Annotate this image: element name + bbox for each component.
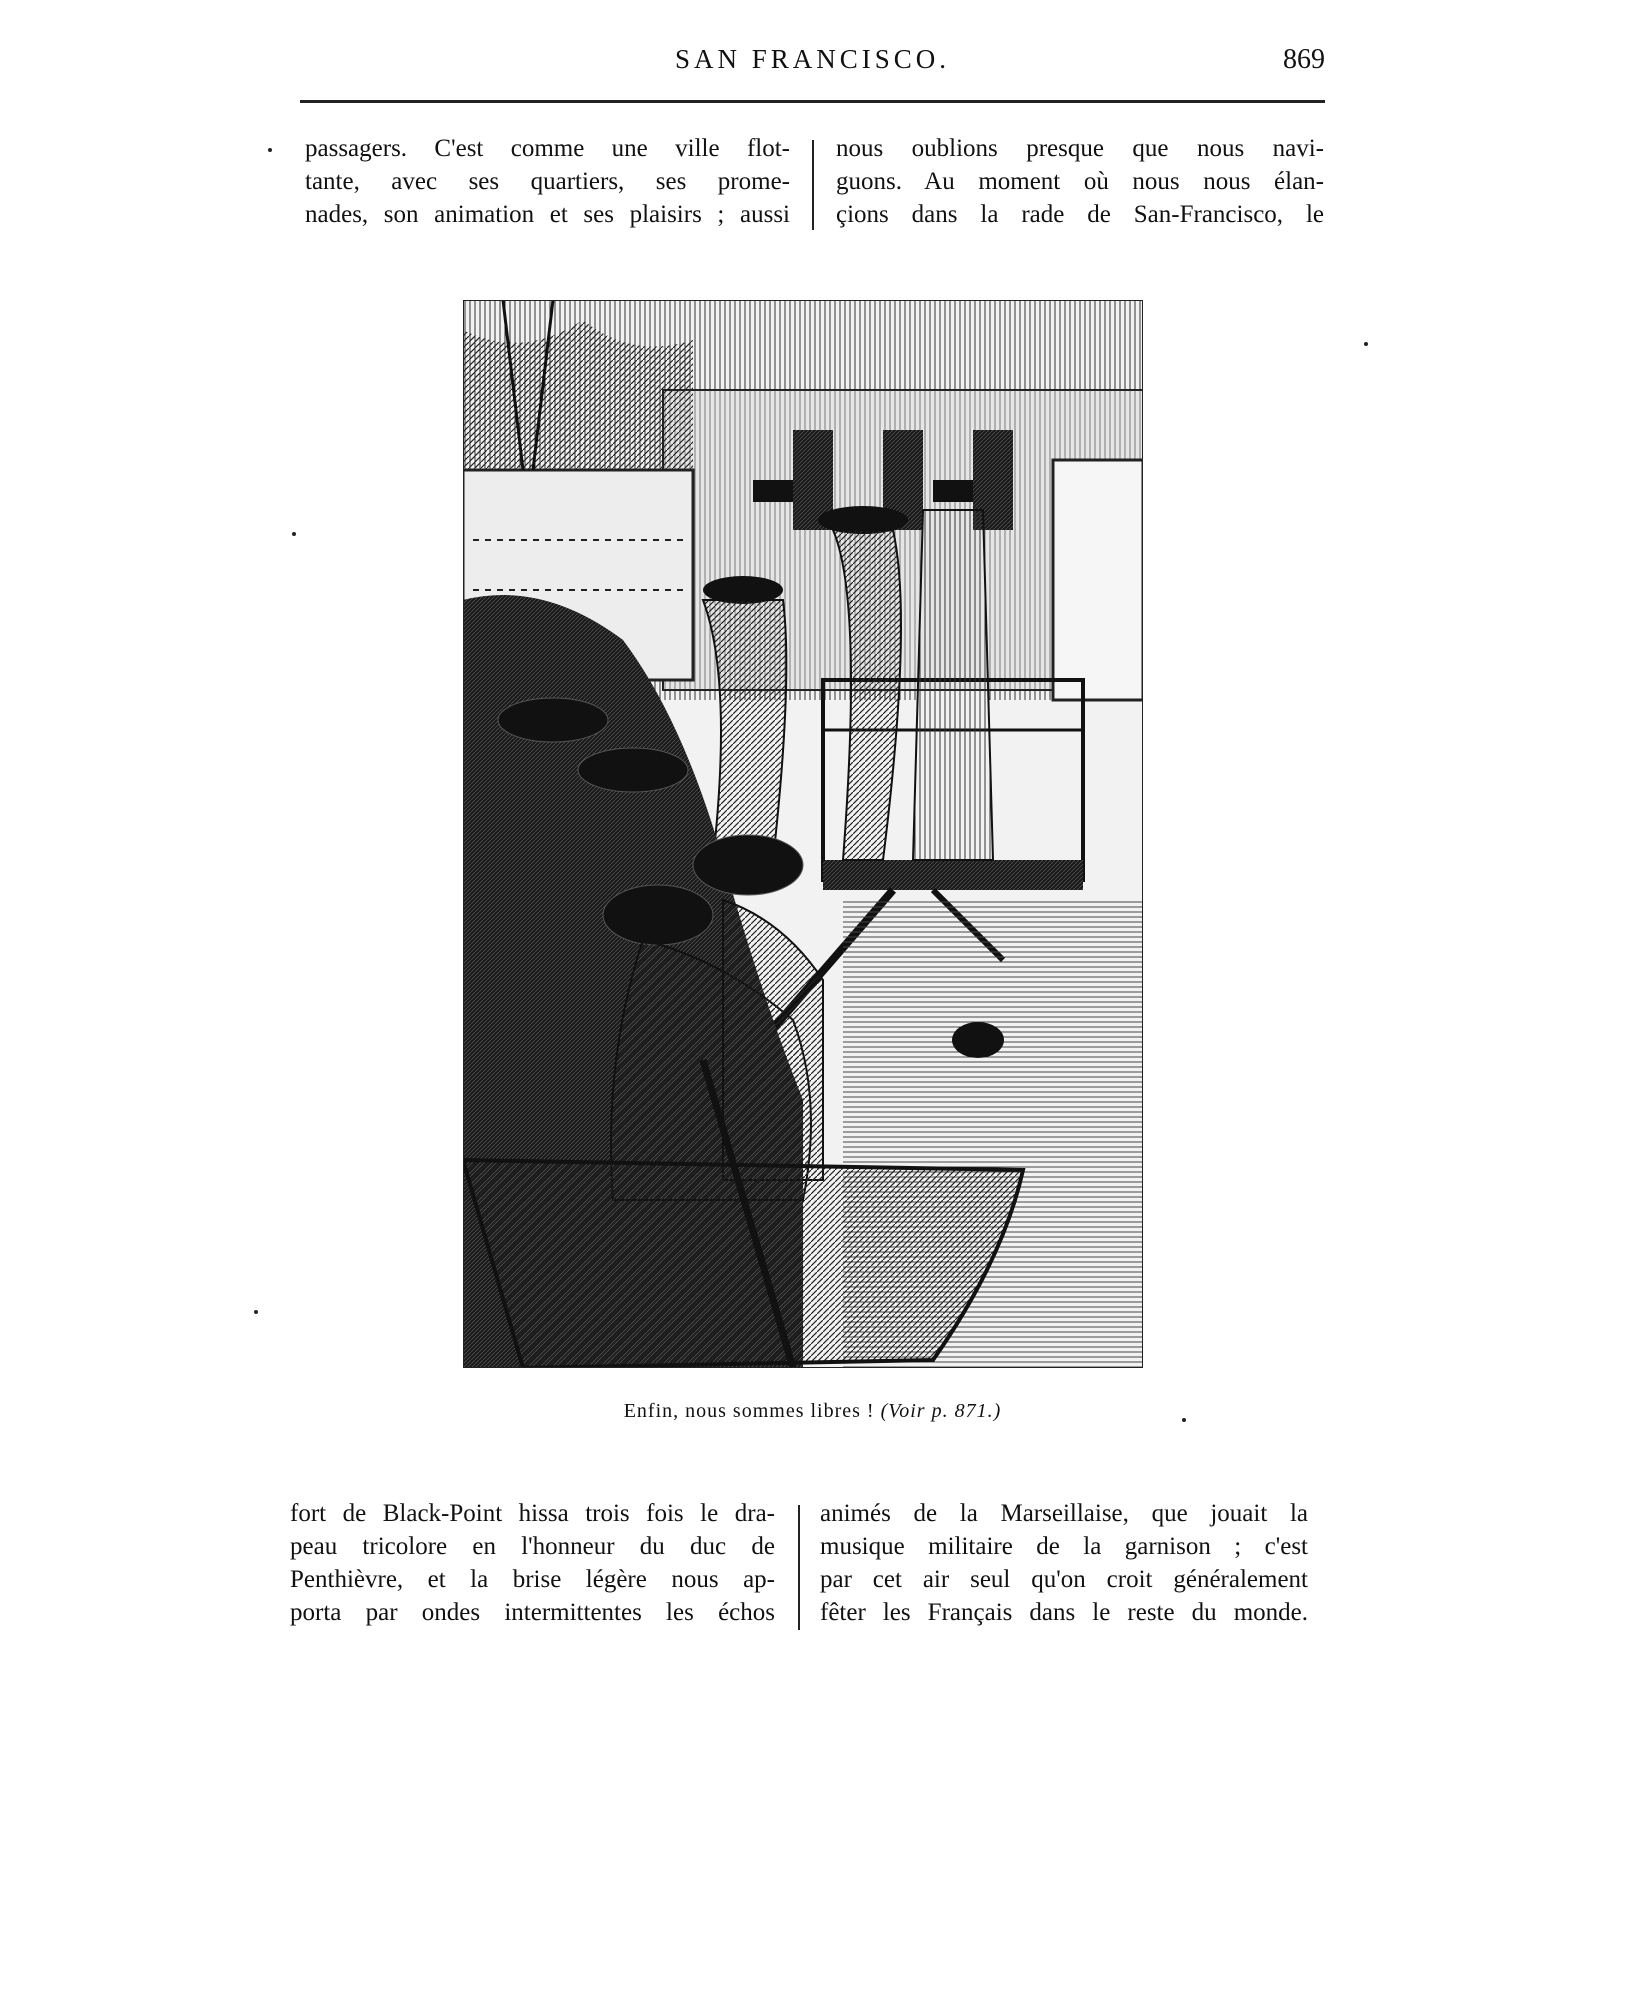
text-line: animés de la Marseillaise, que jouait la bbox=[820, 1500, 1308, 1527]
print-speck bbox=[1182, 1418, 1186, 1422]
text-line: guons. Au moment où nous nous élan- bbox=[836, 168, 1324, 195]
running-head bbox=[300, 44, 1325, 84]
engraving-artwork bbox=[463, 300, 1143, 1368]
page-number: 869 bbox=[1283, 44, 1325, 75]
print-speck bbox=[292, 532, 296, 536]
bottom-left-column bbox=[290, 1497, 775, 1629]
caption-reference: (Voir p. 871.) bbox=[880, 1400, 1002, 1422]
top-right-column bbox=[836, 132, 1324, 231]
text-line: nades, son animation et ses plaisirs ; aussi bbox=[305, 201, 790, 228]
bottom-right-column bbox=[820, 1497, 1308, 1629]
print-speck bbox=[254, 1310, 258, 1314]
text-line: passagers. C'est comme une ville flot- bbox=[305, 135, 790, 162]
print-speck bbox=[1364, 342, 1368, 346]
text-line: Penthièvre, et la brise légère nous ap- bbox=[290, 1566, 775, 1593]
text-line: porta par ondes intermittentes les échos bbox=[290, 1599, 775, 1626]
running-title: SAN FRANCISCO. bbox=[674, 44, 951, 74]
top-left-column bbox=[305, 132, 790, 231]
text-line: par cet air seul qu'on croit généralement bbox=[820, 1566, 1308, 1593]
text-line: fort de Black-Point hissa trois fois le dra- bbox=[290, 1500, 775, 1527]
text-line: musique militaire de la garnison ; c'est bbox=[820, 1533, 1308, 1560]
print-speck bbox=[268, 148, 272, 152]
header-rule bbox=[300, 100, 1325, 103]
text-line: nous oublions presque que nous navi- bbox=[836, 135, 1324, 162]
text-line: çions dans la rade de San-Francisco, le bbox=[836, 201, 1324, 228]
engraving-illustration bbox=[463, 300, 1143, 1368]
column-divider bbox=[812, 140, 814, 230]
caption-text: Enfin, nous sommes libres ! bbox=[623, 1400, 875, 1422]
text-line: tante, avec ses quartiers, ses prome- bbox=[305, 168, 790, 195]
figure-caption bbox=[300, 1400, 1325, 1423]
text-line: fêter les Français dans le reste du monde. bbox=[820, 1599, 1308, 1626]
text-line: peau tricolore en l'honneur du duc de bbox=[290, 1533, 775, 1560]
column-divider bbox=[798, 1505, 800, 1630]
